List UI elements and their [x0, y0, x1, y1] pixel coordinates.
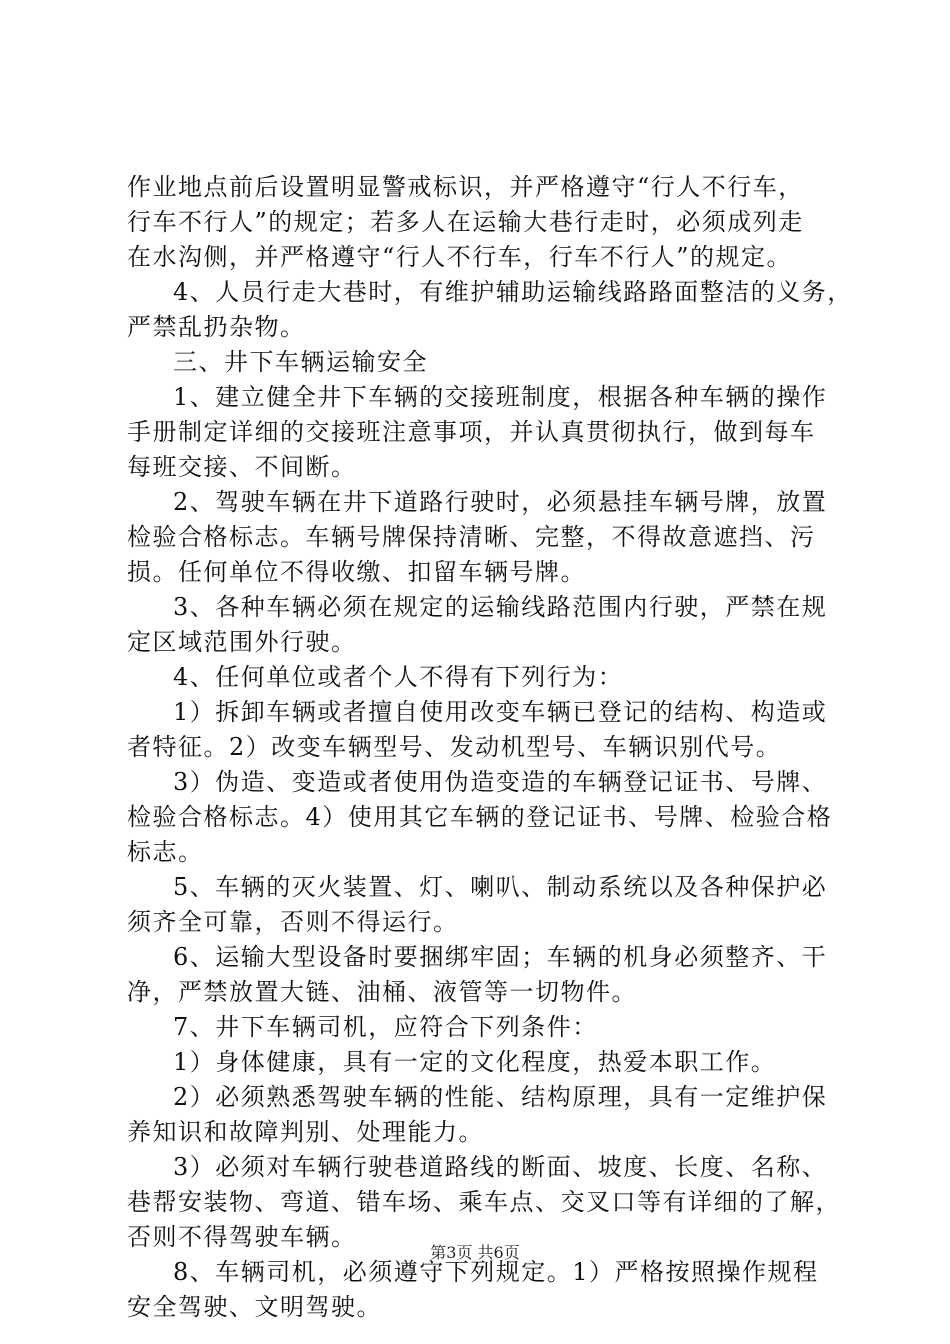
text-line: 定区域范围外行驶。 — [127, 628, 357, 656]
text-line: 标志。 — [127, 838, 204, 866]
text-line: 巷帮安装物、弯道、错车场、乘车点、交叉口等有详细的了解， — [127, 1188, 841, 1216]
text-line: 手册制定详细的交接班注意事项，并认真贯彻执行，做到每车 — [127, 418, 816, 446]
text-line: 3）伪造、变造或者使用伪造变造的车辆登记证书、号牌、 — [173, 768, 828, 796]
text-line: 检验合格标志。4）使用其它车辆的登记证书、号牌、检验合格 — [127, 803, 833, 831]
text-line: 8、车辆司机，必须遵守下列规定。1）严格按照操作规程 — [173, 1258, 819, 1286]
text-line: 损。任何单位不得收缴、扣留车辆号牌。 — [127, 558, 586, 586]
text-line: 4、人员行走大巷时，有维护辅助运输线路路面整洁的义务， — [173, 278, 853, 306]
text-line: 1）拆卸车辆或者擅自使用改变车辆已登记的结构、构造或 — [173, 698, 828, 726]
text-line: 净，严禁放置大链、油桶、液管等一切物件。 — [127, 978, 637, 1006]
text-line: 1）身体健康，具有一定的文化程度，热爱本职工作。 — [173, 1048, 777, 1076]
text-line: 每班交接、不间断。 — [127, 453, 357, 481]
text-line: 严禁乱扔杂物。 — [127, 313, 306, 341]
text-line: 作业地点前后设置明显警戒标识，并严格遵守“行人不行车， — [127, 173, 804, 201]
text-line: 2）必须熟悉驾驶车辆的性能、结构原理，具有一定维护保 — [173, 1083, 828, 1111]
text-line: 行车不行人”的规定；若多人在运输大巷行走时，必须成列走 — [127, 208, 804, 236]
section-heading: 三、井下车辆运输安全 — [173, 348, 428, 376]
text-line: 须齐全可靠，否则不得运行。 — [127, 908, 459, 936]
document-body — [127, 170, 853, 1325]
text-line: 者特征。2）改变车辆型号、发动机型号、车辆识别代号。 — [127, 733, 782, 761]
text-line: 1、建立健全井下车辆的交接班制度，根据各种车辆的操作 — [173, 383, 828, 411]
text-line: 2、驾驶车辆在井下道路行驶时，必须悬挂车辆号牌，放置 — [173, 488, 828, 516]
text-line: 5、车辆的灭火装置、灯、喇叭、制动系统以及各种保护必 — [173, 873, 828, 901]
text-line: 6、运输大型设备时要捆绑牢固；车辆的机身必须整齐、干 — [173, 943, 828, 971]
text-line: 检验合格标志。车辆号牌保持清晰、完整，不得故意遮挡、污 — [127, 523, 816, 551]
text-line: 在水沟侧，并严格遵守“行人不行车，行车不行人”的规定。 — [127, 243, 793, 271]
page-number-footer: 第3页 共6页 — [430, 1243, 520, 1262]
text-line: 3、各种车辆必须在规定的运输线路范围内行驶，严禁在规 — [173, 593, 828, 621]
text-line: 否则不得驾驶车辆。 — [127, 1223, 357, 1251]
text-line: 7、井下车辆司机，应符合下列条件： — [173, 1013, 598, 1041]
text-line: 3）必须对车辆行驶巷道路线的断面、坡度、长度、名称、 — [173, 1153, 828, 1181]
text-line: 安全驾驶、文明驾驶。 — [127, 1293, 382, 1321]
text-line: 4、任何单位或者个人不得有下列行为： — [173, 663, 624, 691]
text-line: 养知识和故障判别、处理能力。 — [127, 1118, 484, 1146]
